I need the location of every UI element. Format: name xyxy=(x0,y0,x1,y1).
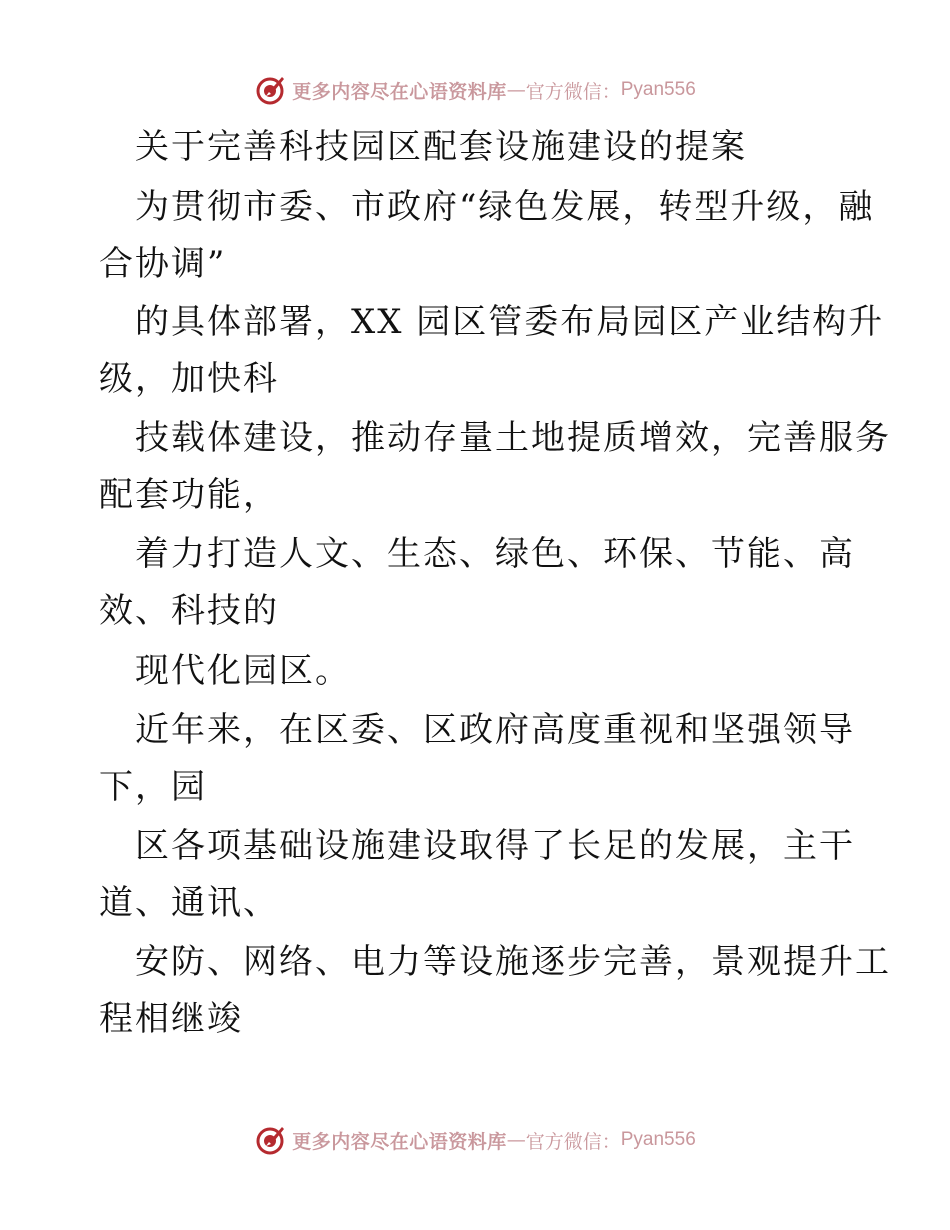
watermark-dash: — xyxy=(506,1129,526,1151)
paragraph-line: 道、通讯、 xyxy=(99,883,279,923)
paragraph-line: 级，加快科 xyxy=(99,359,279,399)
paragraph-line: 区各项基础设施建设取得了长足的发展，主干 xyxy=(135,826,855,866)
paragraph-line: 的具体部署，XX 园区管委布局园区产业结构升 xyxy=(135,302,885,342)
watermark-wechat-label: 官方微信： xyxy=(525,1130,621,1153)
watermark-wechat-id: Pyan556 xyxy=(620,79,696,100)
watermark-text: 更多内容尽在心语资料库 xyxy=(292,1130,507,1153)
watermark-wechat-label: 官方微信： xyxy=(525,80,621,103)
watermark-dash: — xyxy=(506,79,526,101)
watermark-wechat-id: Pyan556 xyxy=(620,1129,696,1150)
footer-watermark xyxy=(0,1120,950,1160)
paragraph-line: 着力打造人文、生态、绿色、环保、节能、高 xyxy=(135,534,855,574)
paragraph-line: 为贯彻市委、市政府“绿色发展，转型升级，融 xyxy=(135,187,875,227)
paragraph-line: 安防、网络、电力等设施逐步完善，景观提升工 xyxy=(135,942,891,982)
paragraph-line: 现代化园区。 xyxy=(135,651,351,691)
quill-pen-seal-icon xyxy=(254,1124,286,1156)
paragraph-line: 配套功能， xyxy=(99,475,279,515)
paragraph-line: 效、科技的 xyxy=(99,591,279,631)
header-watermark xyxy=(0,70,950,110)
paragraph-line: 近年来，在区委、区政府高度重视和坚强领导 xyxy=(135,710,855,750)
watermark-text: 更多内容尽在心语资料库 xyxy=(292,80,507,103)
paragraph-line: 下，园 xyxy=(99,767,207,807)
paragraph-line: 技载体建设，推动存量土地提质增效，完善服务 xyxy=(135,418,891,458)
paragraph-line: 合协调” xyxy=(99,244,227,284)
paragraph-line: 程相继竣 xyxy=(99,999,243,1039)
document-title: 关于完善科技园区配套设施建设的提案 xyxy=(135,127,747,167)
quill-pen-seal-icon xyxy=(254,74,286,106)
